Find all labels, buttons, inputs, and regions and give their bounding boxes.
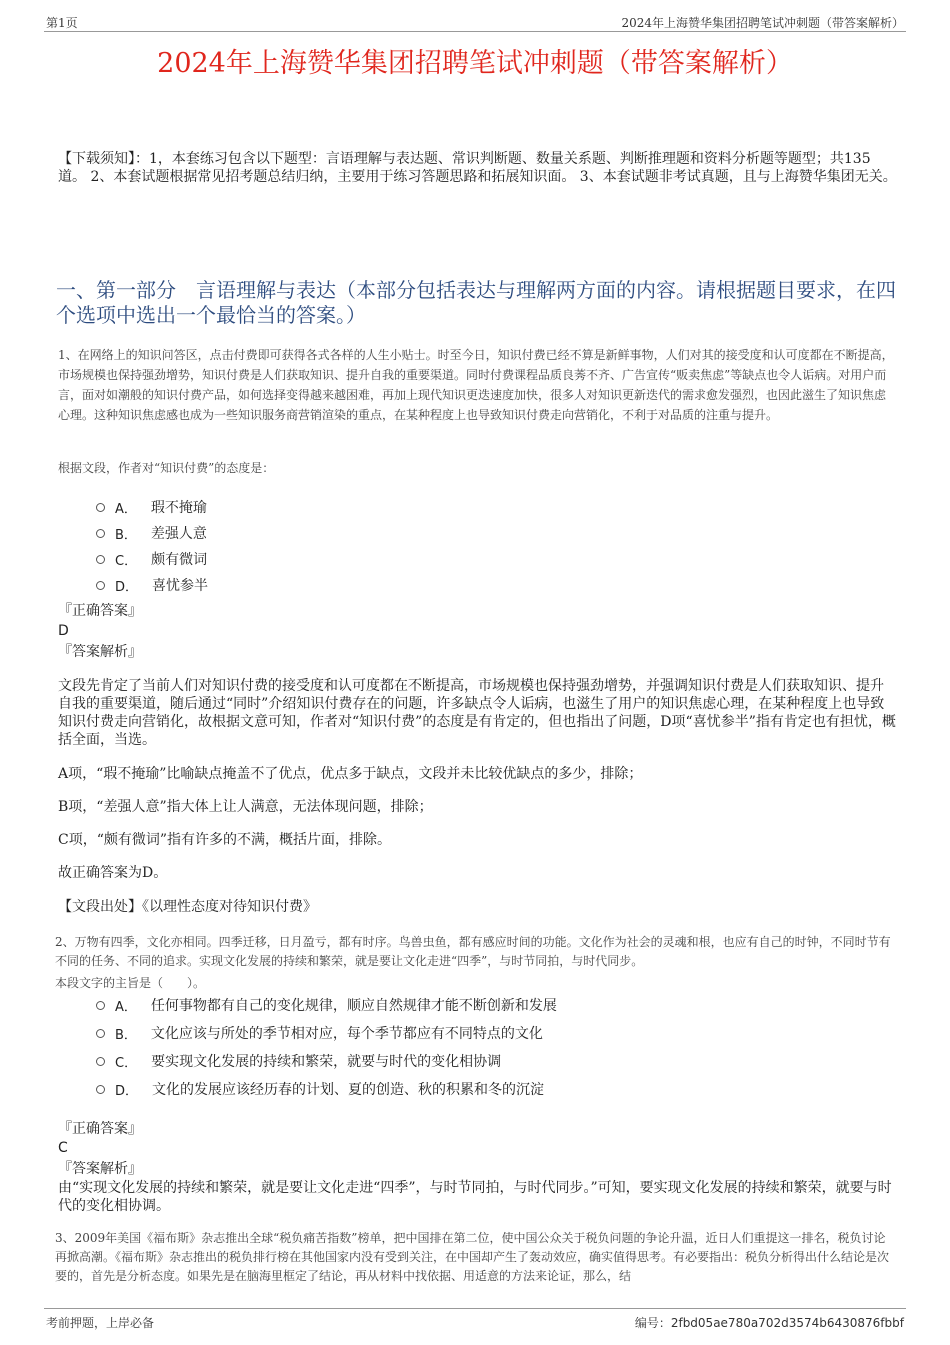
footer-divider <box>44 1308 906 1309</box>
footer-slogan: 考前押题，上岸必备 <box>46 1316 155 1330</box>
header-divider <box>44 31 906 32</box>
question-2-stem: 2、万物有四季，文化亦相同。四季迁移，日月盈亏，都有时序。鸟兽虫鱼，都有感应时间的功能。文化作为社会的灵魂和根，也应有自己的时钟，不同时节有不同的任务、不同的追求。实现文化发展的持续和繁荣，就是要让文化走进“四季”，与时节同拍，与时代同步。 <box>55 935 891 968</box>
option-letter: B． <box>115 1027 137 1043</box>
option-d[interactable] <box>96 1075 557 1103</box>
analysis-label: 『答案解析』 <box>58 644 142 660</box>
option-text: 要实现文化发展的持续和繁荣，就要与时代的变化相协调 <box>151 1054 502 1070</box>
option-a[interactable] <box>96 494 208 520</box>
option-letter: B． <box>115 527 137 543</box>
download-notice: 【下载须知】：1，本套练习包含以下题型：言语理解与表达题、常识判断题、数量关系题、判断推理题和资料分析题等题型；共135道。 2、本套试题根据常见招考题总结归纳，主要用于练习答题思路和拓展知识面。 3、本套试题非考试真题，且与上海赞华集团无关。 <box>58 151 897 185</box>
option-letter: D． <box>115 1083 139 1099</box>
document-id: 编号：2fbd05ae780a702d3574b6430876fbbf <box>634 1316 904 1330</box>
radio-icon[interactable] <box>96 555 105 564</box>
answer-value: C <box>58 1140 68 1156</box>
answer-label: 『正确答案』 <box>58 1121 142 1137</box>
question-2-analysis: 由“实现文化发展的持续和繁荣，就是要让文化走进“四季”，与时节同拍，与时代同步。”可知，要实现文化发展的持续和繁荣，就要与时代的变化相协调。 <box>58 1180 892 1214</box>
option-letter: C． <box>115 553 138 569</box>
radio-icon[interactable] <box>96 529 105 538</box>
option-text: 任何事物都有自己的变化规律，顺应自然规律才能不断创新和发展 <box>150 998 557 1014</box>
question-2-options <box>96 991 557 1103</box>
option-a[interactable] <box>96 991 557 1019</box>
option-d[interactable] <box>96 572 208 598</box>
option-text: 文化的发展应该经历春的计划、夏的创造、秋的积累和冬的沉淀 <box>152 1082 545 1098</box>
option-text: 文化应该与所处的季节相对应，每个季节都应有不同特点的文化 <box>150 1026 543 1042</box>
option-b[interactable] <box>96 520 208 546</box>
page-title: 2024年上海赞华集团招聘笔试冲刺题（带答案解析） <box>157 48 793 79</box>
answer-value: D <box>58 623 69 639</box>
question-1-analysis: 文段先肯定了当前人们对知识付费的接受度和认可度都在不断提高，市场规模也保持强劲增势，并强调知识付费是人们获取知识、提升自我的重要渠道，随后通过“同时”介绍知识付费存在的问题，许多缺点令人诟病，也滋生了用户的知识焦虑心理，在某种程度上也导致知识付费走向营销化，故根据文意可知，作者对“知识付费”的态度是有肯定的，但也指出了问题，D项“喜忧参半”指有肯定也有担忧，概括全面，当选。 <box>58 678 896 748</box>
analysis-label: 『答案解析』 <box>58 1161 142 1177</box>
radio-icon[interactable] <box>96 581 105 590</box>
question-2-prompt: 本段文字的主旨是（ ）。 <box>55 976 206 990</box>
option-letter: C． <box>115 1055 138 1071</box>
question-1-stem: 1、在网络上的知识问答区，点击付费即可获得各式各样的人生小贴士。时至今日，知识付费已经不算是新鲜事物，人们对其的接受度和认可度都在不断提高，市场规模也保持强劲增势，知识付费是人们获取知识、提升自我的重要渠道。同时付费课程品质良莠不齐、广告宣传“贩卖焦虑”等缺点也令人诟病。对用户而言，面对如潮般的知识付费产品，如何选择变得越来越困难，再加上现代知识更迭速度加快，很多人对知识更新迭代的需求愈发强烈，也因此滋生了知识焦虑心理。这种知识焦虑感也成为一些知识服务商营销渲染的重点，在某种程度上也导致知识付费走向营销化，不利于对品质的注重与提升。 <box>58 348 894 422</box>
option-letter: A． <box>115 501 137 517</box>
option-c[interactable] <box>96 546 208 572</box>
radio-icon[interactable] <box>96 1001 105 1010</box>
question-3-stem: 3、2009年美国《福布斯》杂志推出全球“税负痛苦指数”榜单，把中国排在第二位，使中国公众关于税负问题的争论升温，近日人们重提这一排名，税负讨论再掀高潮。《福布斯》杂志推出的税负排行榜在其他国家内没有受到关注，在中国却产生了轰动效应，确实值得思考。有必要指出：税负分析得出什么结论是次要的，首先是分析态度。如果先是在脑海里框定了结论，再从材料中找依据、用适意的方法来论证，那么，结 <box>55 1231 890 1283</box>
source-citation: 【文段出处】《以理性态度对待知识付费》 <box>58 899 317 915</box>
exclusion-c: C项，“颇有微词”指有许多的不满，概括片面，排除。 <box>58 832 392 848</box>
option-b[interactable] <box>96 1019 557 1047</box>
radio-icon[interactable] <box>96 1057 105 1066</box>
header-doc-title: 2024年上海赞华集团招聘笔试冲刺题（带答案解析） <box>621 16 904 30</box>
option-text: 颇有微词 <box>151 552 208 568</box>
question-1-options <box>96 494 208 598</box>
option-letter: D． <box>115 579 139 595</box>
page-number: 第1页 <box>46 16 78 30</box>
conclusion: 故正确答案为D。 <box>58 865 168 881</box>
radio-icon[interactable] <box>96 503 105 512</box>
option-text: 瑕不掩瑜 <box>150 500 207 516</box>
section-heading: 一、第一部分 言语理解与表达（本部分包括表达与理解两方面的内容。请根据题目要求，在四个选项中选出一个最恰当的答案。） <box>56 278 896 327</box>
exclusion-a: A项，“瑕不掩瑜”比喻缺点掩盖不了优点，优点多于缺点，文段并未比较优缺点的多少，排除； <box>58 766 643 782</box>
radio-icon[interactable] <box>96 1029 105 1038</box>
answer-label: 『正确答案』 <box>58 603 142 619</box>
option-text: 差强人意 <box>150 526 207 542</box>
option-letter: A． <box>115 999 137 1015</box>
question-1-prompt: 根据文段，作者对“知识付费”的态度是： <box>58 461 275 475</box>
option-text: 喜忧参半 <box>152 578 209 594</box>
radio-icon[interactable] <box>96 1085 105 1094</box>
exclusion-b: B项，“差强人意”指大体上让人满意，无法体现问题，排除； <box>58 799 433 815</box>
option-c[interactable] <box>96 1047 557 1075</box>
